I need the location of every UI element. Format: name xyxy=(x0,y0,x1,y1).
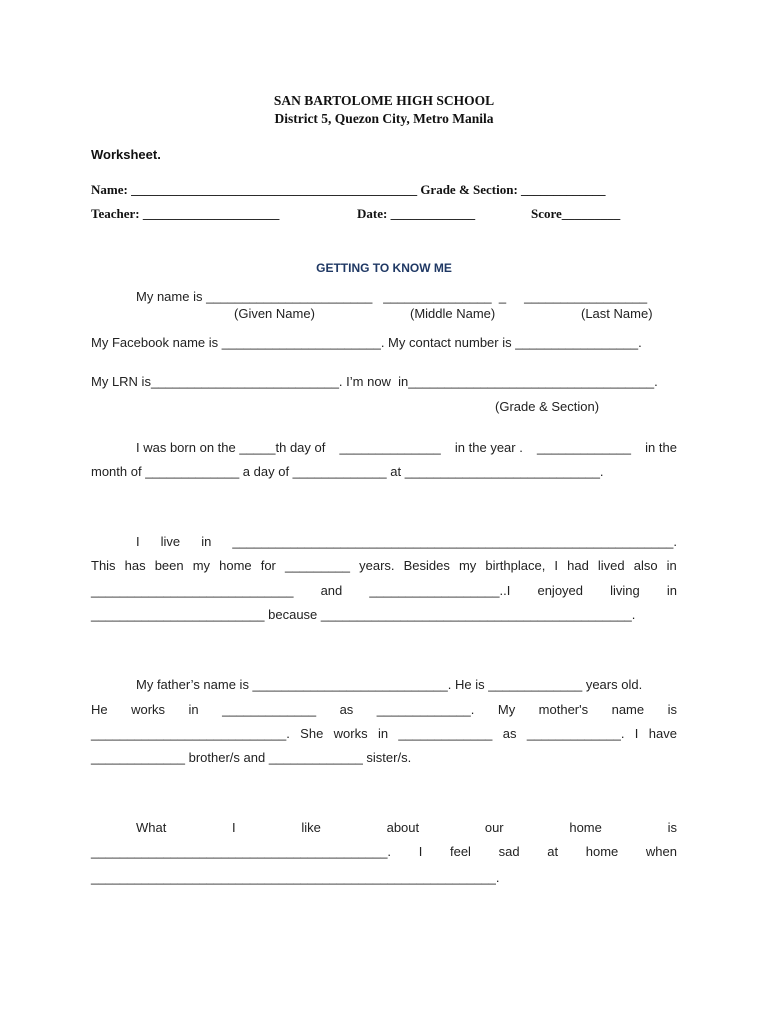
like-line-2: _________________________________________. I feel sad at home when xyxy=(91,844,677,859)
like-line-3: ________________________________________________________. xyxy=(91,870,500,885)
family-line-1: My father’s name is ___________________________. He is _____________ years old. xyxy=(136,677,643,692)
live-line-3: ____________________________ and __________________..I enjoyed living in xyxy=(91,583,677,598)
live-line-1: I live in _____________________________________________________________. xyxy=(136,534,677,549)
born-line-2: month of _____________ a day of _____________ at ___________________________. xyxy=(91,464,604,479)
live-line-2: This has been my home for _________ years. Besides my birthplace, I had lived also in xyxy=(91,558,677,573)
family-line-3: ___________________________. She works in _____________ as _____________. I have xyxy=(91,726,677,741)
facebook-line: My Facebook name is ______________________. My contact number is _________________. xyxy=(91,335,642,350)
school-name: SAN BARTOLOME HIGH SCHOOL xyxy=(273,93,495,108)
grade-section-label: (Grade & Section) xyxy=(495,399,600,414)
middle-name-label: (Middle Name) xyxy=(410,306,496,321)
family-line-4: _____________ brother/s and _____________ sister/s. xyxy=(91,750,412,765)
my-name-line: My name is _______________________ _______________ _ _________________ xyxy=(136,289,648,304)
teacher-line: Teacher: _____________________ xyxy=(91,206,280,221)
born-line-1: I was born on the _____th day of ______________ in the year . _____________ in the xyxy=(136,440,677,455)
section-title: GETTING TO KNOW ME xyxy=(316,261,452,275)
date-line: Date: _____________ xyxy=(357,206,476,221)
score-line: Score_________ xyxy=(531,206,621,221)
like-line-1: What I like about our home is xyxy=(136,820,677,835)
worksheet-label: Worksheet. xyxy=(91,147,161,162)
school-address: District 5, Quezon City, Metro Manila xyxy=(274,111,494,126)
given-name-label: (Given Name) xyxy=(234,306,315,321)
lrn-line: My LRN is__________________________. I’m now in__________________________________. xyxy=(91,374,658,389)
live-line-4: ________________________ because ___________________________________________. xyxy=(91,607,636,622)
last-name-label: (Last Name) xyxy=(581,306,653,321)
family-line-2: He works in _____________ as _____________. My mother's name is xyxy=(91,702,677,717)
name-grade-line: Name: ____________________________________________ Grade & Section: _____________ xyxy=(91,182,606,197)
